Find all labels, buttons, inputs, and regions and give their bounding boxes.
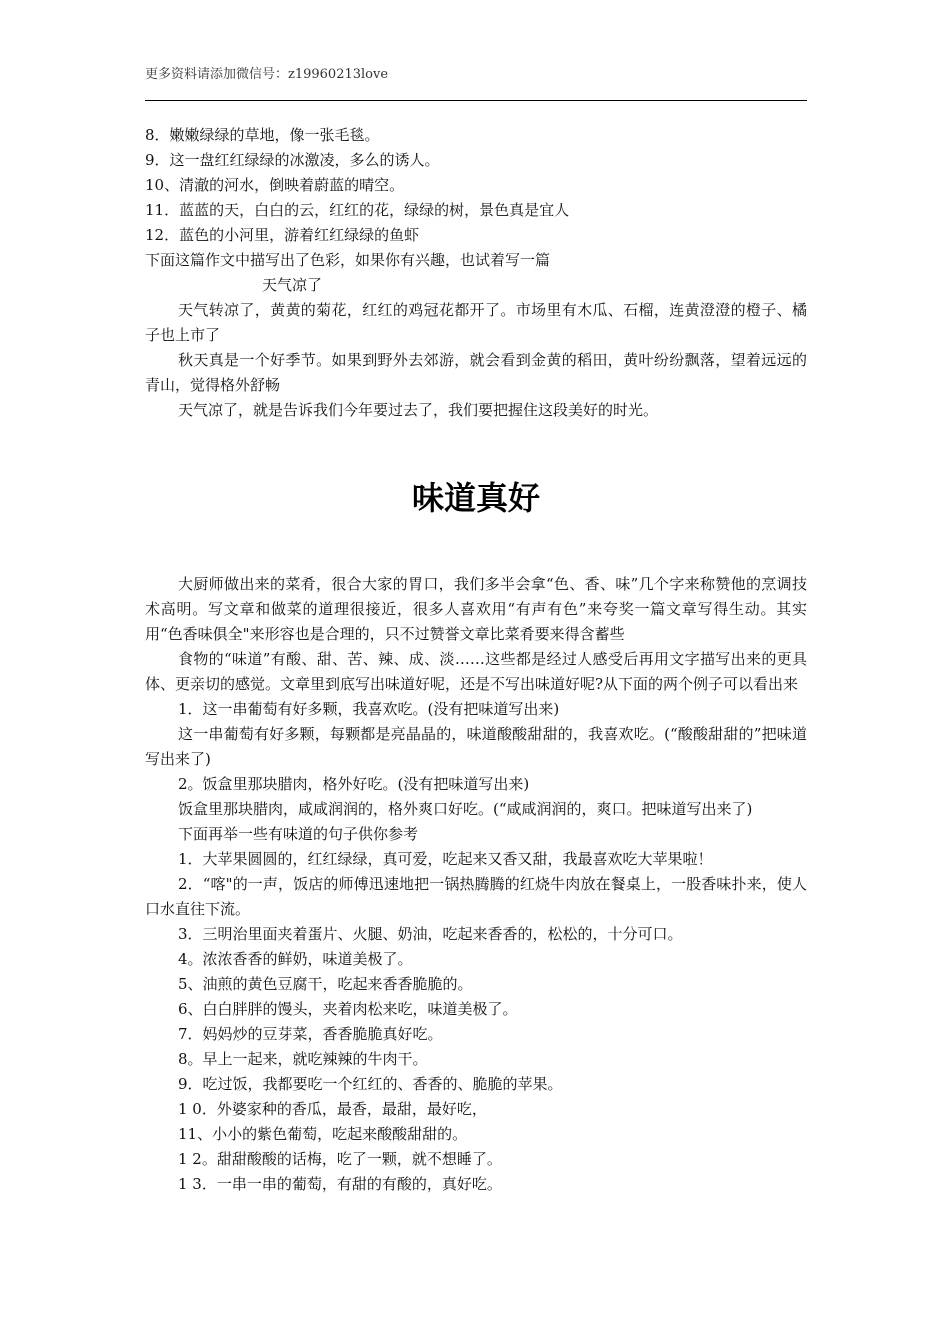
essay-paragraph: 天气凉了，就是告诉我们今年要过去了，我们要把握住这段美好的时光。 — [178, 401, 659, 419]
essay-prompt: 下面这篇作文中描写出了色彩，如果你有兴趣，也试着写一篇 — [145, 251, 551, 269]
example-line: 这一串葡萄有好多颗，每颗都是亮晶晶的，味道酸酸甜甜的，我喜欢吃。(“酸酸甜甜的”把味道写出来了) — [145, 725, 807, 768]
list-item: 1 0．外婆家种的香瓜，最香，最甜，最好吃， — [178, 1100, 487, 1118]
list-item: 12．蓝色的小河里，游着红红绿绿的鱼虾 — [145, 226, 420, 244]
example-line: 饭盒里那块腊肉，咸咸润润的，格外爽口好吃。(“咸咸润润的，爽口。把味道写出来了) — [178, 800, 753, 818]
list-item: 9．吃过饭，我都要吃一个红红的、香香的、脆脆的苹果。 — [178, 1075, 563, 1093]
page-title: 味道真好 — [411, 479, 540, 517]
section1 — [145, 123, 807, 423]
list-item: 1 3．一串一串的葡萄，有甜的有酸的，真好吃。 — [178, 1175, 502, 1193]
section2 — [145, 572, 807, 1197]
header-divider — [145, 100, 807, 101]
essay-paragraph: 秋天真是一个好季节。如果到野外去郊游，就会看到金黄的稻田，黄叶纷纷飘落，望着远远的青山，觉得格外舒畅 — [145, 351, 807, 394]
header-note: 更多资料请添加微信号：z19960213love — [145, 67, 389, 82]
list-item: 6、白白胖胖的馒头，夹着肉松来吃，味道美极了。 — [178, 1000, 518, 1018]
example-line: 2。饭盒里那块腊肉，格外好吃。(没有把味道写出来) — [178, 775, 530, 793]
list-item: 1 2。甜甜酸酸的话梅，吃了一颗，就不想睡了。 — [178, 1150, 502, 1168]
list-item: 1．大苹果圆圆的，红红绿绿，真可爱，吃起来又香又甜，我最喜欢吃大苹果啦！ — [178, 850, 713, 868]
list-item: 7．妈妈炒的豆芽菜，香香脆脆真好吃。 — [178, 1025, 443, 1043]
list-item: 11．蓝蓝的天，白白的云，红红的花，绿绿的树，景色真是宜人 — [145, 201, 570, 219]
body-paragraph: 食物的“味道”有酸、甜、苦、辣、成、淡……这些都是经过人感受后再用文字描写出来的更具体、更亲切的感觉。文章里到底写出味道好呢，还是不写出味道好呢?从下面的两个例子可以看出来 — [145, 650, 807, 693]
list-item: 8．嫩嫩绿绿的草地，像一张毛毯。 — [145, 126, 380, 144]
essay-paragraph: 天气转凉了，黄黄的菊花，红红的鸡冠花都开了。市场里有木瓜、石榴，连黄澄澄的橙子、橘子也上市了 — [145, 301, 807, 344]
list-item: 10、清澈的河水，倒映着蔚蓝的晴空。 — [145, 176, 405, 194]
list-item: 2．“喀"的一声，饭店的师傅迅速地把一锅热腾腾的红烧牛肉放在餐桌上，一股香味扑来，使人口水直往下流。 — [145, 875, 807, 918]
list-item: 3．三明治里面夹着蛋片、火腿、奶油，吃起来香香的，松松的，十分可口。 — [178, 925, 683, 943]
example-intro: 下面再举一些有味道的句子供你参考 — [178, 825, 419, 843]
list-item: 5、油煎的黄色豆腐干，吃起来香香脆脆的。 — [178, 975, 473, 993]
list-item: 4。浓浓香香的鲜奶，味道美极了。 — [178, 950, 413, 968]
essay-title: 天气凉了 — [262, 276, 323, 294]
example-line: 1．这一串葡萄有好多颗，我喜欢吃。(没有把味道写出来) — [178, 700, 560, 718]
list-item: 9．这一盘红红绿绿的冰激凌，多么的诱人。 — [145, 151, 440, 169]
list-item: 11、小小的紫色葡萄，吃起来酸酸甜甜的。 — [178, 1125, 468, 1143]
list-item: 8。早上一起来，就吃辣辣的牛肉干。 — [178, 1050, 428, 1068]
body-paragraph: 大厨师做出来的菜肴，很合大家的胃口，我们多半会拿“色、香、味”几个字来称赞他的烹调技术高明。写文章和做菜的道理很接近，很多人喜欢用“有声有色”来夸奖一篇文章写得生动。其实用“色香味俱全"来形容也是合理的，只不过赞誉文章比菜肴要来得含蓄些 — [145, 575, 807, 643]
